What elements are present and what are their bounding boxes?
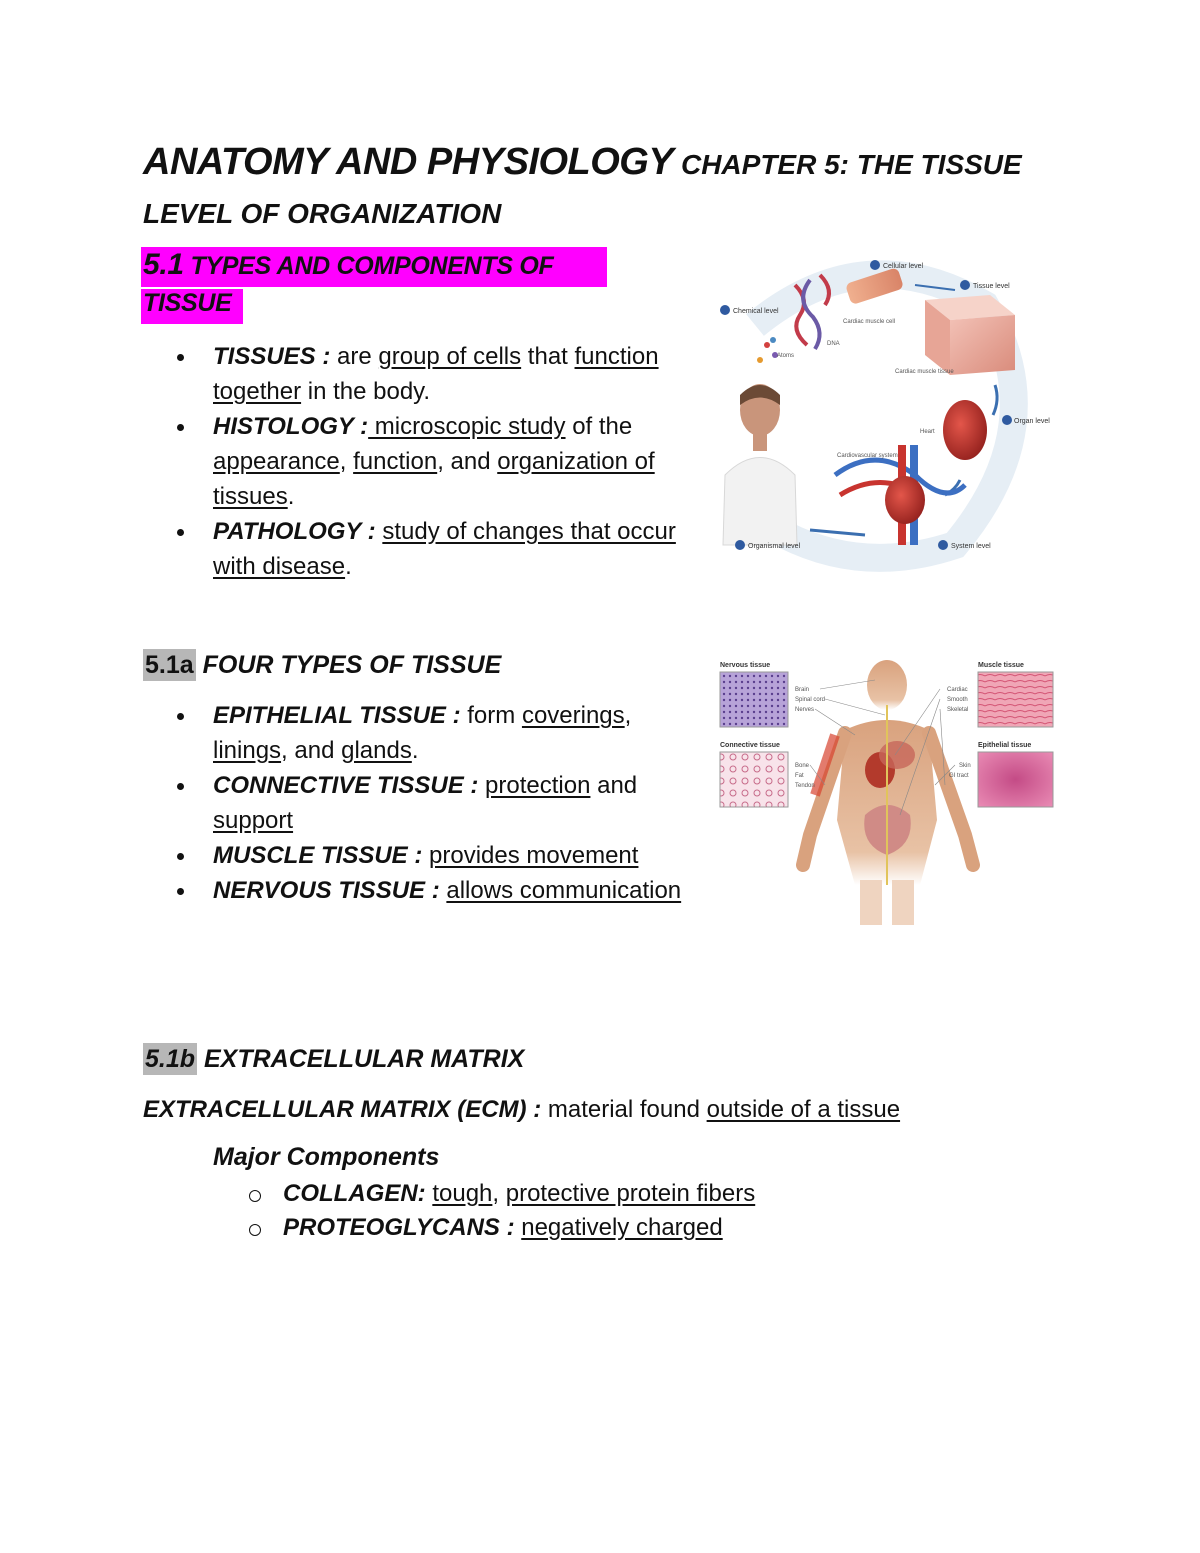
label-system-level: System level xyxy=(951,543,991,550)
levels-of-organization-figure xyxy=(715,245,1050,575)
label-smooth: Smooth xyxy=(947,697,968,703)
component-item-text: negatively charged xyxy=(521,1214,723,1241)
label-skin: Skin xyxy=(959,763,971,769)
label-organismal-level: Organismal level xyxy=(748,543,801,550)
label-nervous-tissue: Nervous tissue xyxy=(720,662,771,669)
tissue-type-item-text: allows communication xyxy=(446,877,682,904)
definition-item-text: that xyxy=(521,343,575,370)
section-number: 5.1 xyxy=(143,248,184,281)
title-main: ANATOMY AND PHYSIOLOGY xyxy=(143,141,674,183)
tissue-definitions-list xyxy=(143,339,683,584)
major-components-heading: Major Components xyxy=(213,1143,440,1171)
tissue-type-item-text: provides movement xyxy=(429,842,639,869)
definition-item-text: of the xyxy=(565,413,633,440)
definition-item-0 xyxy=(143,339,683,409)
definition-item-term: PATHOLOGY : xyxy=(213,518,376,545)
tissue-type-item-term: EPITHELIAL TISSUE : xyxy=(213,702,461,729)
ecm-term: EXTRACELLULAR MATRIX (ECM) : xyxy=(143,1096,542,1123)
subsection-a-title: FOUR TYPES OF TISSUE xyxy=(195,651,502,679)
definition-item-text: microscopic study xyxy=(368,413,566,440)
ecm-text: material found xyxy=(541,1096,707,1123)
title-sub: CHAPTER 5: THE TISSUE LEVEL OF ORGANIZATION xyxy=(143,149,1022,229)
label-cardiovascular-system: Cardiovascular system xyxy=(837,453,898,459)
definition-item-text: group of cells xyxy=(378,343,522,370)
section-title: TYPES AND COMPONENTS OF TISSUE xyxy=(143,252,554,317)
definition-item-1 xyxy=(143,409,683,514)
label-tissue-level: Tissue level xyxy=(973,283,1010,290)
definition-item-text: appearance xyxy=(213,448,340,475)
label-organ-level: Organ level xyxy=(1014,418,1050,425)
subsection-a-heading xyxy=(143,647,501,683)
tissue-type-item-text: and xyxy=(590,772,638,799)
tissue-type-item-text: . xyxy=(411,737,419,764)
atoms-icon xyxy=(757,337,778,363)
tissue-type-item-text xyxy=(422,842,429,869)
tissue-type-item-3 xyxy=(143,873,683,908)
component-item-term: COLLAGEN: xyxy=(283,1180,426,1207)
label-chemical-level: Chemical level xyxy=(733,308,779,315)
tissue-type-item-text: linings xyxy=(213,737,282,764)
definition-item-term: HISTOLOGY : xyxy=(213,413,369,440)
tissue-type-item-text: glands xyxy=(341,737,412,764)
label-spinal-cord: Spinal cord xyxy=(795,697,826,703)
label-bone: Bone xyxy=(795,763,810,769)
tissue-type-item-text: form xyxy=(460,702,522,729)
label-cardiac: Cardiac xyxy=(947,687,968,693)
definition-item-text: , and xyxy=(437,448,498,475)
tissue-block-icon xyxy=(925,295,1015,375)
epithelial-tissue-sample xyxy=(978,752,1053,807)
heart-icon xyxy=(943,400,987,460)
component-item-0 xyxy=(213,1177,1013,1211)
definition-item-text: function xyxy=(353,448,438,475)
tissue-type-item-text: coverings xyxy=(521,702,625,729)
subsection-b-title: EXTRACELLULAR MATRIX xyxy=(197,1045,525,1073)
label-skeletal: Skeletal xyxy=(947,707,969,713)
connective-tissue-sample xyxy=(720,752,788,807)
subsection-b-tag: 5.1b xyxy=(145,1045,196,1073)
label-muscle-tissue: Muscle tissue xyxy=(978,662,1024,669)
label-epithelial-tissue: Epithelial tissue xyxy=(978,742,1032,749)
tissue-type-item-1 xyxy=(143,768,683,838)
component-item-text: tough xyxy=(432,1180,493,1207)
tissue-types-figure xyxy=(715,655,1060,925)
definition-item-2 xyxy=(143,514,683,584)
component-item-text: protective protein fibers xyxy=(505,1180,756,1207)
section-heading xyxy=(143,246,613,322)
tissue-type-item-2 xyxy=(143,838,683,873)
label-connective-tissue: Connective tissue xyxy=(720,742,780,749)
definition-item-term: TISSUES : xyxy=(213,343,331,370)
definition-item-text: are xyxy=(330,343,379,370)
subsection-a-tag: 5.1a xyxy=(145,651,194,679)
definition-item-text: study of changes that occur with disease xyxy=(213,518,676,580)
component-item-term: PROTEOGLYCANS : xyxy=(283,1214,515,1241)
ecm-definition xyxy=(143,1092,900,1127)
component-item-text: , xyxy=(492,1180,506,1207)
definition-item-text: , xyxy=(339,448,354,475)
definition-item-text: organization of tissues xyxy=(213,448,655,510)
label-dna: DNA xyxy=(827,341,840,347)
arrow-icon xyxy=(993,385,997,415)
label-cardiac-muscle-tissue: Cardiac muscle tissue xyxy=(895,369,954,375)
tissue-type-item-text: support xyxy=(213,807,294,834)
muscle-tissue-sample xyxy=(978,672,1053,727)
ecm-underlined: outside of a tissue xyxy=(706,1096,901,1123)
definition-item-text: . xyxy=(287,483,295,510)
tissue-type-item-text: , xyxy=(624,702,632,729)
label-brain: Brain xyxy=(795,687,810,693)
major-components-list xyxy=(213,1177,1013,1245)
label-gi-tract: GI tract xyxy=(949,773,969,779)
definition-item-text: function together xyxy=(213,343,659,405)
tissue-type-item-term: NERVOUS TISSUE : xyxy=(213,877,440,904)
human-figure-icon xyxy=(723,384,797,545)
definition-item-text: in the body. xyxy=(301,378,431,405)
definition-item-text: . xyxy=(345,553,352,580)
label-tendon: Tendon xyxy=(795,783,815,789)
label-cardiac-muscle-cell: Cardiac muscle cell xyxy=(843,319,896,325)
tissue-type-item-term: CONNECTIVE TISSUE : xyxy=(213,772,479,799)
tissue-type-item-text: , and xyxy=(281,737,342,764)
page-title xyxy=(143,140,1043,241)
four-tissue-types-list xyxy=(143,698,683,908)
label-fat: Fat xyxy=(795,773,804,779)
tissue-type-item-text: protection xyxy=(485,772,591,799)
label-nerves: Nerves xyxy=(795,707,815,713)
label-atoms: Atoms xyxy=(777,353,795,359)
cardiovascular-system-icon xyxy=(835,445,965,545)
tissue-type-item-term: MUSCLE TISSUE : xyxy=(213,842,423,869)
nervous-tissue-sample xyxy=(720,672,788,727)
label-cellular-level: Cellular level xyxy=(883,263,924,270)
subsection-b-heading xyxy=(143,1041,524,1077)
label-heart: Heart xyxy=(920,429,935,435)
tissue-type-item-0 xyxy=(143,698,683,768)
component-item-1 xyxy=(213,1211,1013,1245)
